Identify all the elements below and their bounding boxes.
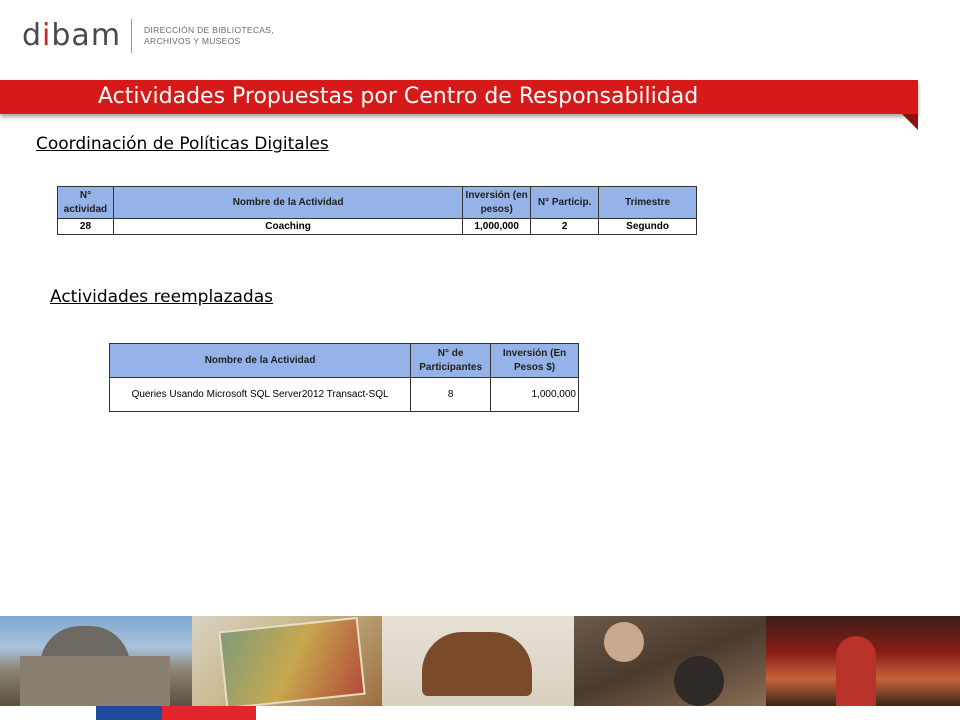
table-row — [110, 378, 579, 412]
table-cell: Segundo — [599, 219, 697, 235]
table-cell: 1,000,000 — [491, 378, 579, 412]
table-cell: 28 — [58, 219, 114, 235]
table-cell: 2 — [531, 219, 599, 235]
table-header-row — [58, 187, 697, 219]
photo-strip — [0, 616, 960, 706]
header-cell: Trimestre — [599, 187, 697, 219]
museum-building-photo — [0, 616, 192, 706]
dibam-logo — [22, 18, 274, 54]
colonial-painting-photo — [766, 616, 960, 706]
table-cell: Queries Usando Microsoft SQL Server2012 Transact-SQL — [110, 378, 411, 412]
table-cell: 8 — [411, 378, 491, 412]
table-row — [58, 219, 697, 235]
logo-separator — [131, 19, 132, 53]
table-cell: 1,000,000 — [463, 219, 531, 235]
header-cell: N° actividad — [58, 187, 114, 219]
logo-wordmark: dibam — [22, 18, 122, 53]
header-cell: Inversión (en pesos) — [463, 187, 531, 219]
header-cell: Nombre de la Actividad — [110, 344, 411, 378]
header-cell: Inversión (En Pesos $) — [491, 344, 579, 378]
header-cell: N° Particip. — [531, 187, 599, 219]
header-cell: N° de Participantes — [411, 344, 491, 378]
archaeology-dig-photo — [574, 616, 766, 706]
table-cell: Coaching — [113, 219, 462, 235]
section-title-reemplazadas: Actividades reemplazadas — [50, 287, 274, 307]
proposed-activities-table — [57, 186, 697, 235]
replaced-activities-table — [109, 343, 579, 412]
header-cell: Nombre de la Actividad — [113, 187, 462, 219]
flag-stripe-blue — [96, 706, 162, 720]
illustrated-book-photo — [192, 616, 382, 706]
flag-stripe-red — [162, 706, 256, 720]
section-title-coordinacion: Coordinación de Políticas Digitales — [36, 134, 329, 154]
slide-title: Actividades Propuestas por Centro de Responsabilidad — [98, 84, 699, 109]
table-header-row — [110, 344, 579, 378]
logo-subtitle: DIRECCIÓN DE BIBLIOTECAS, ARCHIVOS Y MUSEOS — [144, 25, 274, 46]
banner-fold — [902, 114, 918, 130]
carved-inkstand-photo — [382, 616, 574, 706]
